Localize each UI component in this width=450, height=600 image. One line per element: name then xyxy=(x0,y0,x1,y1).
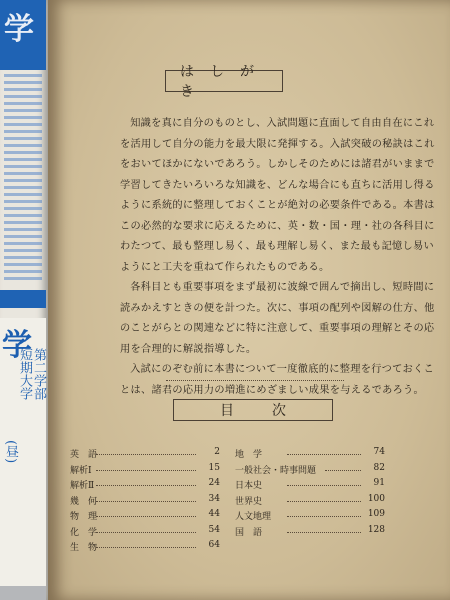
toc-leader xyxy=(287,501,361,502)
toc-entry-page: 15 xyxy=(208,462,220,473)
preface-paragraph: 入試にのぞむ前に本書について一度徹底的に整理を行つておくことは、諸君の応用力の増進にめざましい成果を与えるであろう。 xyxy=(120,364,435,396)
toc-entry-page: 91 xyxy=(373,478,385,488)
adjacent-book-stripe xyxy=(0,290,46,308)
adjacent-book-footer xyxy=(0,586,46,600)
toc-entry-page: 34 xyxy=(208,493,220,504)
toc-entry xyxy=(235,463,385,479)
toc-entry xyxy=(70,478,220,494)
toc-entry-page: 44 xyxy=(208,509,220,519)
preface-body xyxy=(120,114,440,401)
toc-entry-page: 82 xyxy=(373,462,385,473)
toc-entry-label: 地 学 xyxy=(235,450,263,460)
toc-leader xyxy=(287,454,361,455)
toc-entry-page: 100 xyxy=(367,493,385,504)
toc-entry-page: 24 xyxy=(208,478,220,488)
toc-right-column xyxy=(235,447,385,540)
toc-leader xyxy=(287,485,361,486)
toc-entry-label: 物 理 xyxy=(70,512,98,522)
adjacent-book-column-2: 短期大学 xyxy=(17,348,32,400)
toc-entry-label: 一般社会・時事問題 xyxy=(235,465,317,476)
adjacent-book-fine-print xyxy=(0,70,46,300)
toc-entry-page: 109 xyxy=(367,509,385,519)
preface-paragraph: 知識を真に自分のものとし、入試問題に直面して自由自在にこれを活用して自分の能力を最大限に発揮する。入試突破の秘訣はこれをおいてほかにないであろう。しかしそのためには諸君がいままで学習してきたいろいろな知識を、どんな場合にも直ちに活用し得るように系統的に整理しておくことが絶対の必要条件である。本書はこの必然的な要求に応えるために、英・数・国・理・社の各科目にわたつて、最も整理し易く、最も理解し易く、また最も記憶し易いようにと工夫を重ねて作られたものである。 xyxy=(120,118,435,273)
toc-leader xyxy=(96,532,196,533)
toc-entry xyxy=(235,447,385,463)
toc-entry-label: 幾 何 xyxy=(70,496,98,507)
toc-entry xyxy=(235,494,385,510)
book-page xyxy=(48,0,450,600)
toc-leader xyxy=(96,516,196,517)
toc-entry xyxy=(70,463,220,479)
toc-leader xyxy=(96,501,196,502)
toc-entry xyxy=(235,509,385,525)
toc-leader xyxy=(96,485,196,486)
toc-entry xyxy=(70,525,220,541)
toc-entry-label: 人文地理 xyxy=(235,512,272,522)
toc-entry-page: 64 xyxy=(208,540,220,550)
toc-entry-label: 化 学 xyxy=(70,527,98,538)
toc-entry-label: 生 物 xyxy=(70,543,98,553)
toc-entry-label: 解析Ⅱ xyxy=(70,481,95,491)
toc-entry-label: 日本史 xyxy=(235,481,263,491)
preface-title: はしがき xyxy=(165,70,283,92)
section-divider xyxy=(166,380,344,381)
toc-leader xyxy=(96,470,196,471)
toc-entry-label: 国 語 xyxy=(235,527,263,538)
toc-leader xyxy=(325,470,361,471)
adjacent-book-column-1: 第二学部 xyxy=(31,348,46,400)
toc-entry-page: 2 xyxy=(214,447,220,457)
toc-leader xyxy=(96,547,196,548)
toc-entry xyxy=(70,447,220,463)
adjacent-book-column-3: (昼) xyxy=(3,440,18,464)
toc-entry-page: 54 xyxy=(208,524,220,535)
toc-entry-label: 解析Ⅰ xyxy=(70,465,92,476)
toc-entry xyxy=(70,509,220,525)
toc-entry-page: 74 xyxy=(373,447,385,457)
adjacent-book-big-label: 学 xyxy=(2,328,32,363)
preface-paragraph: 各科目とも重要事項をまず最初に波線で囲んで摘出し、短時間に読みかえすときの便を計つた。次に、事項の配列や図解の仕方、他のことがらとの関連などに特に注意して、重要事項の理解とその応用を合理的に解説指導した。 xyxy=(120,282,435,355)
toc-entry-page: 128 xyxy=(367,524,385,535)
toc-title: 目次 xyxy=(173,399,333,421)
toc-entry-label: 世界史 xyxy=(235,496,263,507)
toc-leader xyxy=(287,532,361,533)
adjacent-book-header-band xyxy=(0,0,46,70)
adjacent-book-header-label: 学 xyxy=(4,12,34,47)
toc-leader xyxy=(96,454,196,455)
toc-entry xyxy=(70,494,220,510)
adjacent-book-page xyxy=(0,0,50,600)
toc-entry xyxy=(235,525,385,541)
toc-left-column xyxy=(70,447,220,556)
toc-entry xyxy=(235,478,385,494)
toc-entry-label: 英 語 xyxy=(70,450,98,460)
toc-leader xyxy=(287,516,361,517)
toc-entry xyxy=(70,540,220,556)
